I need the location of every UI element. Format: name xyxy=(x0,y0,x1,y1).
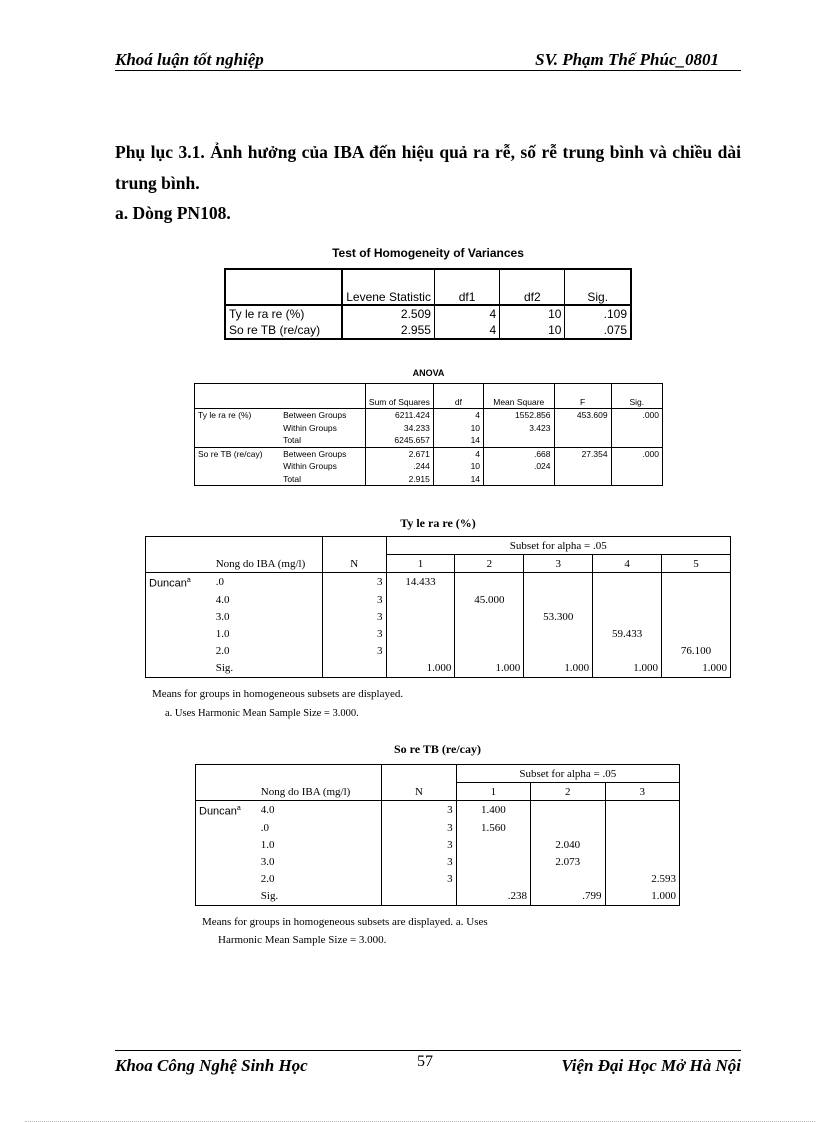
col-df1: df1 xyxy=(434,269,499,305)
col-n: N xyxy=(322,537,386,573)
subset-header: Subset for alpha = .05 xyxy=(456,765,679,783)
homogeneity-table xyxy=(224,268,632,340)
table-row: Ty le ra re (%) 2.509 4 10 .109 xyxy=(225,305,631,322)
page-number: 57 xyxy=(417,1053,433,1070)
table-row: So re TB (re/cay) 2.955 4 10 .075 xyxy=(225,322,631,339)
table-row: Total 2.915 14 xyxy=(195,473,663,486)
table-row: Total 6245.657 14 xyxy=(195,434,663,447)
col-df2: df2 xyxy=(500,269,565,305)
table-row: Duncan$^a$ .0 3 14.433 xyxy=(146,573,731,592)
table-row: Sig. 1.000 1.000 1.000 1.000 1.000 xyxy=(146,660,731,678)
col-df: df xyxy=(433,384,483,409)
subset-header: Subset for alpha = .05 xyxy=(386,537,730,555)
anova-caption: ANOVA xyxy=(412,368,445,378)
table-row: 3.0 3 53.300 xyxy=(146,609,731,626)
col-sig: Sig. xyxy=(611,384,662,409)
footer-right: Viện Đại Học Mở Hà Nội xyxy=(561,1056,741,1075)
col-levene: Levene Statistic xyxy=(342,269,434,305)
col-sig: Sig. xyxy=(565,269,631,305)
table-row: 3.0 3 2.073 xyxy=(196,854,680,871)
header-left: Khoá luận tốt nghiệp xyxy=(115,50,264,69)
table-row: 2.0 3 2.593 xyxy=(196,871,680,888)
table-row: Sig. .238 .799 1.000 xyxy=(196,888,680,906)
section-subtitle: a. Dòng PN108. xyxy=(115,203,231,223)
table-row: Within Groups .244 10 .024 xyxy=(195,460,663,473)
header-right: SV. Phạm Thế Phúc_0801 xyxy=(535,50,719,69)
table-row: Ty le ra re (%) Between Groups 6211.424 4 1552.856 453.609 .000 xyxy=(195,409,663,422)
anova-table xyxy=(194,383,663,486)
footer-left: Khoa Công Nghệ Sinh Học xyxy=(115,1056,308,1075)
col-level: Nong do IBA (mg/l) xyxy=(260,786,351,798)
page-header xyxy=(115,50,741,71)
duncan1-caption: Ty le ra re (%) xyxy=(400,516,476,530)
duncan1-table: Nong do IBA (mg/l) N Subset for alpha = .05 1 2 3 4 5 Duncan$^a$ .0 3 14.433 4.0 3 45.000 3.0 3 53.300 1.0 3 59.433 2.0 3 76.100 Sig. 1.000 1.000 1.000 1.000 1.000 xyxy=(145,536,731,678)
method-label: Duncan xyxy=(199,805,237,818)
col-ms: Mean Square xyxy=(484,384,554,409)
page-edge-divider xyxy=(25,1121,815,1122)
duncan1-footnote: a. Uses Harmonic Mean Sample Size = 3.000. xyxy=(165,708,359,719)
duncan2-table: Nong do IBA (mg/l) N Subset for alpha = .05 1 2 3 Duncan$^a$ 4.0 3 1.400 .0 3 1.560 1.0 3 2.040 3.0 3 2.073 2.0 3 2.593 Sig. .238 .799 1.000 xyxy=(195,764,680,906)
appendix-title: Phụ lục 3.1. Ảnh hưởng của IBA đến hiệu quả ra rễ, số rễ trung bình và chiều dài trung bình. xyxy=(115,142,741,193)
table-row: Duncan$^a$ 4.0 3 1.400 xyxy=(196,801,680,820)
table-row: So re TB (re/cay) Between Groups 2.671 4 .668 27.354 .000 xyxy=(195,447,663,460)
duncan1-note: Means for groups in homogeneous subsets are displayed. xyxy=(152,688,404,700)
col-n: N xyxy=(382,765,456,801)
homogeneity-caption: Test of Homogeneity of Variances xyxy=(332,246,524,260)
duncan2-footnote: Harmonic Mean Sample Size = 3.000. xyxy=(218,934,387,946)
table-row: Within Groups 34.233 10 3.423 xyxy=(195,422,663,435)
duncan2-caption: So re TB (re/cay) xyxy=(394,742,481,756)
col-f: F xyxy=(554,384,611,409)
table-row: 4.0 3 45.000 xyxy=(146,592,731,609)
table-row: 1.0 3 59.433 xyxy=(146,626,731,643)
table-row: .0 3 1.560 xyxy=(196,820,680,837)
col-level: Nong do IBA (mg/l) xyxy=(215,558,306,570)
table-row: 2.0 3 76.100 xyxy=(146,643,731,660)
duncan2-note: Means for groups in homogeneous subsets are displayed. a. Uses xyxy=(202,916,488,928)
table-row: 1.0 3 2.040 xyxy=(196,837,680,854)
page-footer xyxy=(115,1050,741,1075)
col-ss: Sum of Squares xyxy=(365,384,433,409)
method-label: Duncan xyxy=(149,577,187,590)
